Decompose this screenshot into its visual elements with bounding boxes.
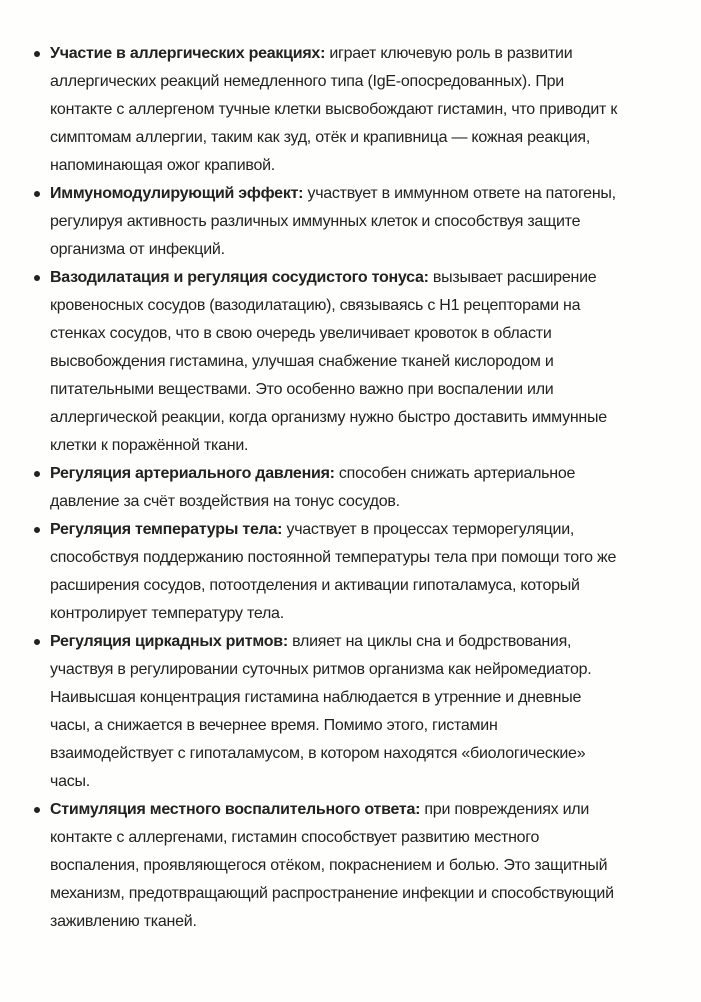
item-term: Участие в аллергических реакциях: <box>50 45 326 62</box>
item-term: Регуляция температуры тела: <box>50 521 283 538</box>
item-text: участвует в иммунном ответе на патогены, регулируя активность различных иммунных клеток и способствуя защите организма от инфекций. <box>50 185 616 258</box>
item-term: Регуляция циркадных ритмов: <box>50 633 288 650</box>
bullet-icon <box>34 275 40 281</box>
bullet-icon <box>34 471 40 477</box>
list-item-body-temperature <box>50 516 620 628</box>
list-item-allergic-reactions <box>50 40 620 180</box>
bullet-icon <box>34 191 40 197</box>
bullet-icon <box>34 807 40 813</box>
list-item-vasodilation <box>50 264 620 460</box>
item-text: при повреждениях или контакте с аллергенами, гистамин способствует развитию местного воспаления, проявляющегося отёком, покраснением и болью. Это защитный механизм, предотвращающий распространение инфекции и способствующий заживлению тканей. <box>50 801 614 930</box>
bullet-icon <box>34 639 40 645</box>
item-text: участвует в процессах терморегуляции, способствуя поддержанию постоянной температуры тела при помощи того же расширения сосудов, потоотделения и активации гипоталамуса, который контролирует температуру тела. <box>50 521 617 622</box>
item-term: Стимуляция местного воспалительного ответа: <box>50 801 421 818</box>
item-term: Вазодилатация и регуляция сосудистого тонуса: <box>50 269 429 286</box>
item-term: Иммуномодулирующий эффект: <box>50 185 304 202</box>
bullet-icon <box>34 527 40 533</box>
item-text: играет ключевую роль в развитии аллергических реакций немедленного типа (IgE-опосредованных). При контакте с аллергеном тучные клетки высвобождают гистамин, что приводит к симптомам аллергии, таким как зуд, отёк и крапивница — кожная реакция, напоминающая ожог крапивой. <box>50 45 618 174</box>
item-text: способен снижать артериальное давление за счёт воздействия на тонус сосудов. <box>50 465 576 510</box>
list-item-circadian-rhythms <box>50 628 620 796</box>
list-item-blood-pressure <box>50 460 620 516</box>
item-term: Регуляция артериального давления: <box>50 465 335 482</box>
histamine-functions-list <box>0 40 620 936</box>
list-item-immunomodulatory <box>50 180 620 264</box>
item-text: вызывает расширение кровеносных сосудов (вазодилатацию), связываясь с H1 рецепторами на стенках сосудов, что в свою очередь увеличивает кровоток в области высвобождения гистамина, улучшая снабжение тканей кислородом и питательными веществами. Это особенно важно при воспалении или аллергической реакции, когда организму нужно быстро доставить иммунные клетки к поражённой ткани. <box>50 269 607 454</box>
item-text: влияет на циклы сна и бодрствования, участвуя в регулировании суточных ритмов организма как нейромедиатор. Наивысшая концентрация гистамина наблюдается в утренние и дневные часы, а снижается в вечернее время. Помимо этого, гистамин взаимодействует с гипоталамусом, в котором находятся «биологические» часы. <box>50 633 592 790</box>
list-item-local-inflammation <box>50 796 620 936</box>
bullet-icon <box>34 51 40 57</box>
